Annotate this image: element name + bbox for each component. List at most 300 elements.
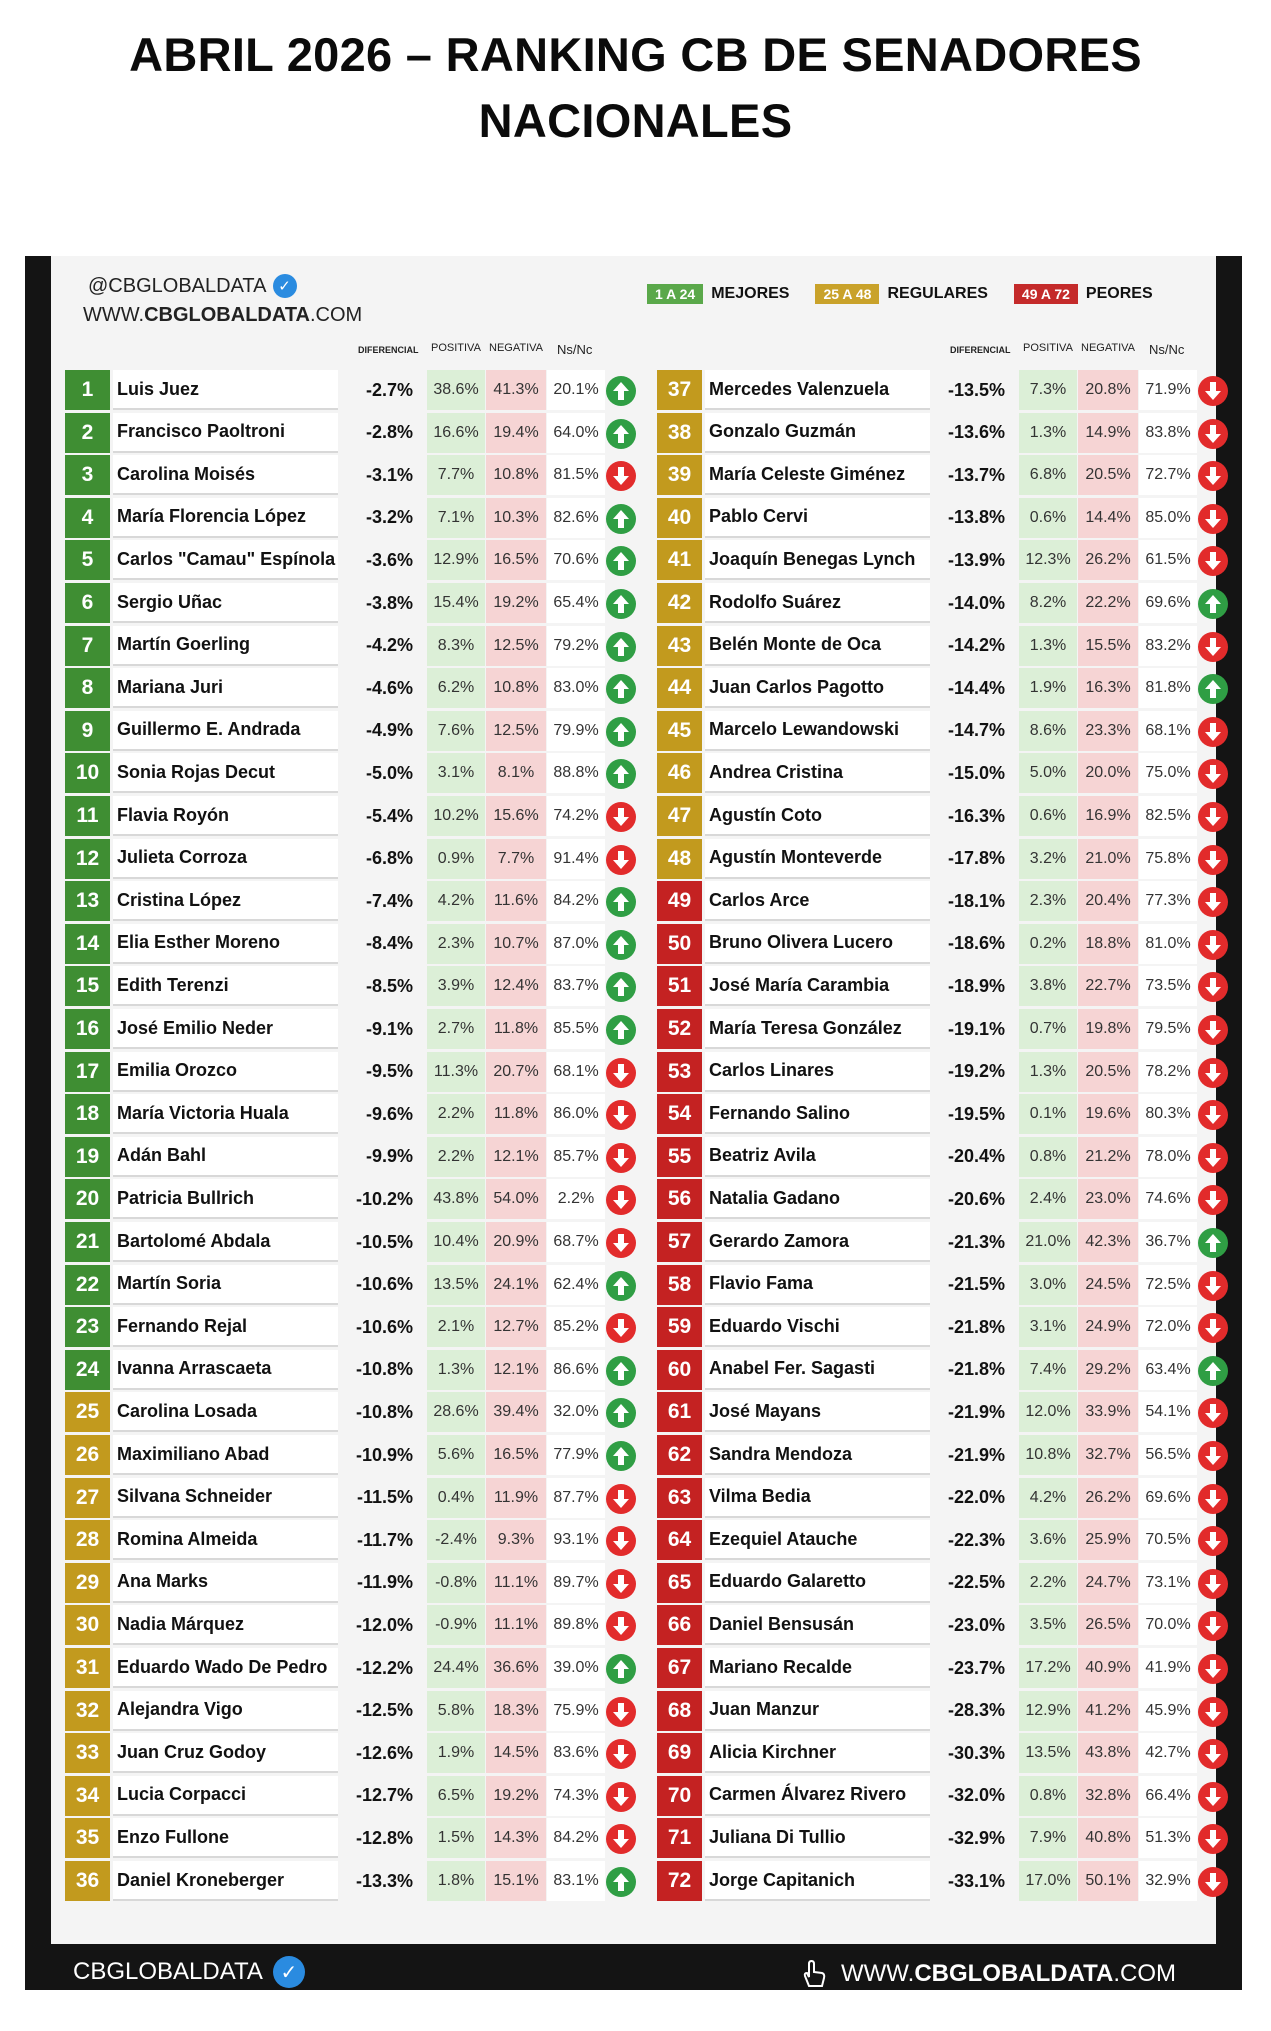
table-row: [65, 753, 625, 793]
table-row: [657, 1392, 1217, 1432]
senator-name: Marcelo Lewandowski: [705, 711, 930, 751]
arrow-up-icon: [605, 929, 637, 961]
table-row: [65, 1009, 625, 1049]
senator-name: Carlos Linares: [705, 1052, 930, 1092]
positiva-value: 12.0%: [1019, 1392, 1077, 1432]
senator-name: Agustín Coto: [705, 796, 930, 836]
negativa-value: 23.3%: [1078, 711, 1138, 751]
nsnc-value: 75.9%: [547, 1691, 605, 1731]
senator-name: Eduardo Galaretto: [705, 1563, 930, 1603]
senator-name: Agustín Monteverde: [705, 839, 930, 879]
diferencial-value: -32.9%: [947, 1827, 1005, 1848]
table-row: [65, 1307, 625, 1347]
senator-name: Sergio Uñac: [113, 583, 338, 623]
negativa-value: 14.5%: [486, 1733, 546, 1773]
arrow-up-icon: [605, 1355, 637, 1387]
senator-name: Carolina Losada: [113, 1392, 338, 1432]
header-negativa: NEGATIVA: [1081, 342, 1135, 354]
senator-name: María Teresa González: [705, 1009, 930, 1049]
header-nsnc: Ns/Nc: [557, 342, 593, 357]
senator-name: Ezequiel Atauche: [705, 1520, 930, 1560]
table-row: [65, 1563, 625, 1603]
legend: [647, 284, 1171, 304]
nsnc-value: 78.0%: [1139, 1137, 1197, 1177]
diferencial-value: -12.2%: [355, 1657, 413, 1678]
negativa-value: 20.8%: [1078, 370, 1138, 410]
negativa-value: 11.1%: [486, 1563, 546, 1603]
negativa-value: 32.8%: [1078, 1776, 1138, 1816]
footer-url-main: CBGLOBALDATA: [914, 1960, 1114, 1987]
rank-badge: 60: [657, 1350, 702, 1390]
senator-name: Edith Terenzi: [113, 966, 338, 1006]
rank-badge: 23: [65, 1307, 110, 1347]
nsnc-value: 70.5%: [1139, 1520, 1197, 1560]
rank-badge: 44: [657, 668, 702, 708]
senator-name: Nadia Márquez: [113, 1605, 338, 1645]
arrow-up-icon: [605, 1653, 637, 1685]
arrow-down-icon: [1197, 1610, 1229, 1642]
senator-name: Pablo Cervi: [705, 498, 930, 538]
nsnc-value: 66.4%: [1139, 1776, 1197, 1816]
negativa-value: 21.0%: [1078, 839, 1138, 879]
positiva-value: 3.5%: [1019, 1605, 1077, 1645]
rank-badge: 59: [657, 1307, 702, 1347]
rank-badge: 51: [657, 966, 702, 1006]
positiva-value: 17.0%: [1019, 1861, 1077, 1901]
positiva-value: 1.9%: [427, 1733, 485, 1773]
rank-badge: 72: [657, 1861, 702, 1901]
negativa-value: 12.7%: [486, 1307, 546, 1347]
positiva-value: 5.0%: [1019, 753, 1077, 793]
rank-badge: 47: [657, 796, 702, 836]
senator-name: Juan Carlos Pagotto: [705, 668, 930, 708]
positiva-value: 12.9%: [427, 540, 485, 580]
table-row: [657, 1179, 1217, 1219]
nsnc-value: 93.1%: [547, 1520, 605, 1560]
rank-badge: 31: [65, 1648, 110, 1688]
table-row: [657, 1733, 1217, 1773]
arrow-up-icon: [605, 375, 637, 407]
negativa-value: 22.2%: [1078, 583, 1138, 623]
table-row: [657, 583, 1217, 623]
table-row: [657, 370, 1217, 410]
positiva-value: 13.5%: [427, 1265, 485, 1305]
positiva-value: 2.7%: [427, 1009, 485, 1049]
table-row: [65, 1691, 625, 1731]
negativa-value: 11.8%: [486, 1009, 546, 1049]
arrow-down-icon: [1197, 1738, 1229, 1770]
arrow-down-icon: [1197, 1483, 1229, 1515]
diferencial-value: -10.8%: [355, 1359, 413, 1380]
arrow-up-icon: [605, 1014, 637, 1046]
senator-name: Mariana Juri: [113, 668, 338, 708]
rank-badge: 62: [657, 1435, 702, 1475]
table-row: [65, 1094, 625, 1134]
nsnc-value: 83.7%: [547, 966, 605, 1006]
nsnc-value: 54.1%: [1139, 1392, 1197, 1432]
senator-name: Mariano Recalde: [705, 1648, 930, 1688]
table-row: [657, 711, 1217, 751]
negativa-value: 14.4%: [1078, 498, 1138, 538]
diferencial-value: -23.0%: [947, 1614, 1005, 1635]
negativa-value: 12.1%: [486, 1137, 546, 1177]
rank-badge: 65: [657, 1563, 702, 1603]
nsnc-value: 79.2%: [547, 626, 605, 666]
arrow-up-icon: [605, 631, 637, 663]
nsnc-value: 83.8%: [1139, 413, 1197, 453]
arrow-up-icon: [605, 503, 637, 535]
diferencial-value: -18.6%: [947, 933, 1005, 954]
arrow-up-icon: [605, 1866, 637, 1898]
column-headers-left: [65, 342, 625, 362]
diferencial-value: -3.1%: [365, 464, 413, 485]
diferencial-value: -10.6%: [355, 1316, 413, 1337]
rank-badge: 54: [657, 1094, 702, 1134]
senator-name: Romina Almeida: [113, 1520, 338, 1560]
positiva-value: 0.6%: [1019, 498, 1077, 538]
positiva-value: 38.6%: [427, 370, 485, 410]
verified-icon: ✓: [273, 274, 297, 298]
diferencial-value: -9.6%: [365, 1103, 413, 1124]
arrow-down-icon: [1197, 545, 1229, 577]
positiva-value: 0.8%: [1019, 1776, 1077, 1816]
arrow-down-icon: [1197, 971, 1229, 1003]
senator-name: Martín Goerling: [113, 626, 338, 666]
nsnc-value: 72.5%: [1139, 1265, 1197, 1305]
senator-name: Anabel Fer. Sagasti: [705, 1350, 930, 1390]
nsnc-value: 79.5%: [1139, 1009, 1197, 1049]
senator-name: Belén Monte de Oca: [705, 626, 930, 666]
legend-label-best: MEJORES: [711, 285, 790, 302]
header-positiva: POSITIVA: [1023, 342, 1073, 354]
table-row: [65, 1052, 625, 1092]
arrow-up-icon: [605, 545, 637, 577]
senator-name: Vilma Bedia: [705, 1478, 930, 1518]
arrow-down-icon: [1197, 929, 1229, 961]
table-row: [657, 839, 1217, 879]
table-row: [65, 1265, 625, 1305]
arrow-up-icon: [605, 418, 637, 450]
senator-name: Alejandra Vigo: [113, 1691, 338, 1731]
rank-badge: 52: [657, 1009, 702, 1049]
arrow-down-icon: [605, 1142, 637, 1174]
arrow-up-icon: [605, 588, 637, 620]
senator-name: Juliana Di Tullio: [705, 1818, 930, 1858]
negativa-value: 19.6%: [1078, 1094, 1138, 1134]
rank-badge: 24: [65, 1350, 110, 1390]
arrow-up-icon: [605, 886, 637, 918]
header-negativa: NEGATIVA: [489, 342, 543, 354]
arrow-up-icon: [1197, 1227, 1229, 1259]
negativa-value: 11.1%: [486, 1605, 546, 1645]
diferencial-value: -11.7%: [356, 1529, 413, 1550]
nsnc-value: 83.2%: [1139, 626, 1197, 666]
table-row: [657, 668, 1217, 708]
senator-name: Lucia Corpacci: [113, 1776, 338, 1816]
table-row: [657, 413, 1217, 453]
arrow-down-icon: [605, 1823, 637, 1855]
rank-badge: 21: [65, 1222, 110, 1262]
arrow-down-icon: [605, 1227, 637, 1259]
nsnc-value: 68.1%: [1139, 711, 1197, 751]
negativa-value: 14.9%: [1078, 413, 1138, 453]
brand-handle-text: @CBGLOBALDATA: [88, 274, 267, 297]
negativa-value: 10.8%: [486, 455, 546, 495]
positiva-value: 10.8%: [1019, 1435, 1077, 1475]
diferencial-value: -21.3%: [947, 1231, 1005, 1252]
negativa-value: 20.5%: [1078, 455, 1138, 495]
diferencial-value: -3.6%: [365, 549, 413, 570]
negativa-value: 16.9%: [1078, 796, 1138, 836]
arrow-down-icon: [1197, 1440, 1229, 1472]
senator-name: Rodolfo Suárez: [705, 583, 930, 623]
table-row: [657, 1137, 1217, 1177]
negativa-value: 23.0%: [1078, 1179, 1138, 1219]
table-row: [657, 1052, 1217, 1092]
negativa-value: 40.9%: [1078, 1648, 1138, 1688]
footer-url[interactable]: [795, 1956, 1176, 1992]
negativa-value: 24.7%: [1078, 1563, 1138, 1603]
diferencial-value: -8.5%: [365, 975, 413, 996]
diferencial-value: -5.0%: [365, 762, 413, 783]
rank-badge: 20: [65, 1179, 110, 1219]
arrow-down-icon: [605, 1696, 637, 1728]
positiva-value: 3.6%: [1019, 1520, 1077, 1560]
positiva-value: 10.4%: [427, 1222, 485, 1262]
footer-brand-text: CBGLOBALDATA: [73, 1958, 263, 1985]
senator-name: Elia Esther Moreno: [113, 924, 338, 964]
positiva-value: 0.1%: [1019, 1094, 1077, 1134]
nsnc-value: 2.2%: [547, 1179, 605, 1219]
senator-name: Eduardo Vischi: [705, 1307, 930, 1347]
negativa-value: 10.8%: [486, 668, 546, 708]
negativa-value: 16.3%: [1078, 668, 1138, 708]
negativa-value: 25.9%: [1078, 1520, 1138, 1560]
rank-badge: 15: [65, 966, 110, 1006]
header-nsnc: Ns/Nc: [1149, 342, 1185, 357]
table-row: [657, 1265, 1217, 1305]
senator-name: Sandra Mendoza: [705, 1435, 930, 1475]
table-row: [65, 540, 625, 580]
negativa-value: 20.4%: [1078, 881, 1138, 921]
table-row: [65, 668, 625, 708]
rank-badge: 63: [657, 1478, 702, 1518]
senator-name: María Florencia López: [113, 498, 338, 538]
senator-name: Gonzalo Guzmán: [705, 413, 930, 453]
positiva-value: 0.9%: [427, 839, 485, 879]
table-row: [65, 455, 625, 495]
nsnc-value: 83.0%: [547, 668, 605, 708]
negativa-value: 26.2%: [1078, 540, 1138, 580]
nsnc-value: 73.1%: [1139, 1563, 1197, 1603]
nsnc-value: 70.6%: [547, 540, 605, 580]
rank-badge: 68: [657, 1691, 702, 1731]
rank-badge: 37: [657, 370, 702, 410]
senator-name: Guillermo E. Andrada: [113, 711, 338, 751]
arrow-up-icon: [605, 673, 637, 705]
arrow-down-icon: [1197, 1525, 1229, 1557]
arrow-down-icon: [605, 844, 637, 876]
hand-pointer-icon: [795, 1956, 831, 1992]
footer-url-prefix: WWW.: [841, 1960, 915, 1987]
footer-brand: [73, 1956, 305, 1988]
arrow-down-icon: [1197, 1397, 1229, 1429]
nsnc-value: 89.8%: [547, 1605, 605, 1645]
positiva-value: 0.8%: [1019, 1137, 1077, 1177]
senator-name: Eduardo Wado De Pedro: [113, 1648, 338, 1688]
table-row: [657, 1563, 1217, 1603]
negativa-value: 42.3%: [1078, 1222, 1138, 1262]
negativa-value: 12.5%: [486, 711, 546, 751]
senator-name: Maximiliano Abad: [113, 1435, 338, 1475]
diferencial-value: -10.8%: [355, 1401, 413, 1422]
rank-badge: 43: [657, 626, 702, 666]
negativa-value: 20.5%: [1078, 1052, 1138, 1092]
table-row: [65, 1648, 625, 1688]
rank-badge: 35: [65, 1818, 110, 1858]
rank-badge: 11: [65, 796, 110, 836]
positiva-value: 1.3%: [427, 1350, 485, 1390]
positiva-value: 12.9%: [1019, 1691, 1077, 1731]
nsnc-value: 70.0%: [1139, 1605, 1197, 1645]
rank-badge: 34: [65, 1776, 110, 1816]
table-row: [65, 1137, 625, 1177]
diferencial-value: -33.1%: [947, 1870, 1005, 1891]
negativa-value: 41.2%: [1078, 1691, 1138, 1731]
senator-name: María Celeste Giménez: [705, 455, 930, 495]
rank-badge: 22: [65, 1265, 110, 1305]
rank-badge: 18: [65, 1094, 110, 1134]
arrow-down-icon: [1197, 1653, 1229, 1685]
nsnc-value: 86.0%: [547, 1094, 605, 1134]
negativa-value: 7.7%: [486, 839, 546, 879]
rank-badge: 69: [657, 1733, 702, 1773]
arrow-down-icon: [1197, 375, 1229, 407]
table-row: [657, 1307, 1217, 1347]
diferencial-value: -19.1%: [947, 1018, 1005, 1039]
table-row: [65, 1733, 625, 1773]
senator-name: Julieta Corroza: [113, 839, 338, 879]
positiva-value: -2.4%: [427, 1520, 485, 1560]
senator-name: Alicia Kirchner: [705, 1733, 930, 1773]
nsnc-value: 84.2%: [547, 1818, 605, 1858]
rank-badge: 28: [65, 1520, 110, 1560]
nsnc-value: 81.8%: [1139, 668, 1197, 708]
table-row: [657, 1094, 1217, 1134]
rank-badge: 57: [657, 1222, 702, 1262]
rank-badge: 8: [65, 668, 110, 708]
diferencial-value: -2.8%: [365, 422, 413, 443]
brand-url[interactable]: [83, 304, 362, 327]
negativa-value: 20.7%: [486, 1052, 546, 1092]
rank-badge: 5: [65, 540, 110, 580]
nsnc-value: 71.9%: [1139, 370, 1197, 410]
nsnc-value: 81.5%: [547, 455, 605, 495]
rank-badge: 26: [65, 1435, 110, 1475]
negativa-value: 43.8%: [1078, 1733, 1138, 1773]
table-row: [657, 1222, 1217, 1262]
rank-badge: 16: [65, 1009, 110, 1049]
nsnc-value: 68.1%: [547, 1052, 605, 1092]
arrow-down-icon: [1197, 886, 1229, 918]
negativa-value: 33.9%: [1078, 1392, 1138, 1432]
senator-name: Flavia Royón: [113, 796, 338, 836]
senator-name: Beatriz Avila: [705, 1137, 930, 1177]
nsnc-value: 78.2%: [1139, 1052, 1197, 1092]
nsnc-value: 81.0%: [1139, 924, 1197, 964]
nsnc-value: 77.9%: [547, 1435, 605, 1475]
nsnc-value: 45.9%: [1139, 1691, 1197, 1731]
table-row: [657, 498, 1217, 538]
arrow-down-icon: [1197, 460, 1229, 492]
diferencial-value: -21.9%: [947, 1444, 1005, 1465]
arrow-up-icon: [605, 1270, 637, 1302]
diferencial-value: -8.4%: [365, 933, 413, 954]
arrow-up-icon: [605, 1397, 637, 1429]
ranking-frame: [25, 256, 1242, 1990]
negativa-value: 10.3%: [486, 498, 546, 538]
senator-name: Fernando Salino: [705, 1094, 930, 1134]
positiva-value: 6.5%: [427, 1776, 485, 1816]
positiva-value: 8.3%: [427, 626, 485, 666]
nsnc-value: 75.0%: [1139, 753, 1197, 793]
senator-name: Daniel Kroneberger: [113, 1861, 338, 1901]
ranking-card: [51, 256, 1216, 1944]
table-row: [657, 1520, 1217, 1560]
rank-badge: 50: [657, 924, 702, 964]
diferencial-value: -21.8%: [947, 1359, 1005, 1380]
table-row: [65, 413, 625, 453]
diferencial-value: -3.2%: [365, 507, 413, 528]
diferencial-value: -22.5%: [947, 1572, 1005, 1593]
arrow-down-icon: [605, 1312, 637, 1344]
positiva-value: 1.5%: [427, 1818, 485, 1858]
table-row: [65, 839, 625, 879]
negativa-value: 12.4%: [486, 966, 546, 1006]
senator-name: Ana Marks: [113, 1563, 338, 1603]
diferencial-value: -12.8%: [355, 1827, 413, 1848]
positiva-value: 4.2%: [1019, 1478, 1077, 1518]
negativa-value: 41.3%: [486, 370, 546, 410]
arrow-down-icon: [1197, 1184, 1229, 1216]
senator-name: Emilia Orozco: [113, 1052, 338, 1092]
rank-badge: 49: [657, 881, 702, 921]
table-row: [657, 881, 1217, 921]
table-row: [657, 1691, 1217, 1731]
table-row: [65, 1478, 625, 1518]
table-row: [657, 1776, 1217, 1816]
verified-icon: ✓: [273, 1956, 305, 1988]
nsnc-value: 56.5%: [1139, 1435, 1197, 1475]
negativa-value: 29.2%: [1078, 1350, 1138, 1390]
arrow-down-icon: [1197, 1781, 1229, 1813]
positiva-value: 12.3%: [1019, 540, 1077, 580]
table-row: [657, 455, 1217, 495]
negativa-value: 16.5%: [486, 540, 546, 580]
positiva-value: 5.6%: [427, 1435, 485, 1475]
senator-name: Silvana Schneider: [113, 1478, 338, 1518]
arrow-down-icon: [1197, 1014, 1229, 1046]
senator-name: Andrea Cristina: [705, 753, 930, 793]
senator-name: Carlos "Camau" Espínola: [113, 540, 338, 580]
arrow-up-icon: [1197, 673, 1229, 705]
nsnc-value: 77.3%: [1139, 881, 1197, 921]
rank-badge: 12: [65, 839, 110, 879]
nsnc-value: 72.7%: [1139, 455, 1197, 495]
negativa-value: 11.9%: [486, 1478, 546, 1518]
diferencial-value: -12.5%: [355, 1700, 413, 1721]
negativa-value: 10.7%: [486, 924, 546, 964]
